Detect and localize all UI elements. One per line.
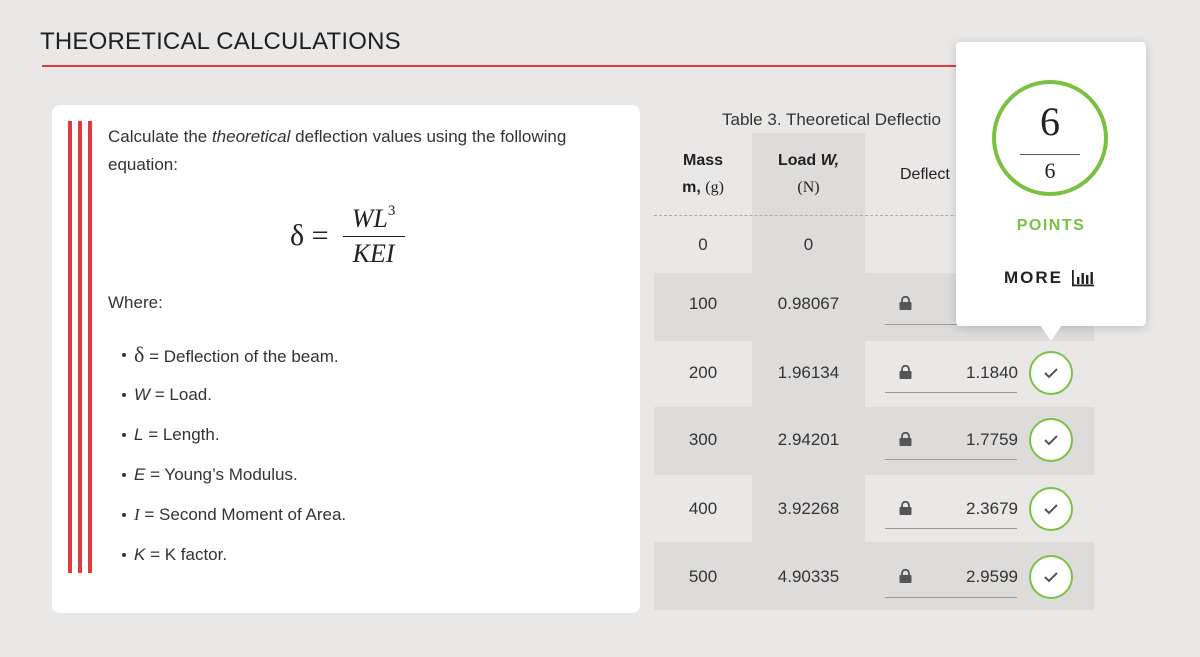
- answer-underline: [885, 392, 1017, 393]
- answer-underline: [885, 597, 1017, 598]
- bar-chart-icon: [1071, 269, 1095, 287]
- definition-text: = Young’s Modulus.: [145, 465, 298, 484]
- header-load: [757, 147, 860, 201]
- cell-load: 0: [803, 235, 814, 254]
- cell-mass: 100: [688, 294, 718, 313]
- page-title: THEORETICAL CALCULATIONS: [40, 28, 401, 55]
- cell-mass: 200: [688, 363, 718, 382]
- answer-underline: [885, 528, 1017, 529]
- accent-stripe: [68, 121, 72, 573]
- bullet-dot: [122, 473, 126, 477]
- lock-icon: [899, 296, 912, 310]
- definition-item: [134, 543, 346, 583]
- definition-text: = Length.: [143, 425, 220, 444]
- bullet-dot: [122, 513, 126, 517]
- accent-stripes: [68, 121, 94, 573]
- deflection-answer[interactable]: 1.7759: [966, 430, 1018, 449]
- numerator-exponent: 3: [387, 202, 396, 219]
- definition-text: = Load.: [150, 385, 212, 404]
- definition-item: [134, 423, 346, 463]
- definition-item: [134, 383, 346, 423]
- instruction-text: [108, 123, 618, 179]
- points-label: POINTS: [1016, 217, 1086, 234]
- more-label: MORE: [1004, 268, 1063, 287]
- lock-icon: [899, 569, 912, 583]
- deflection-equation: [290, 201, 405, 271]
- cell-mass: 400: [688, 499, 718, 518]
- score-fraction-bar: [1020, 154, 1080, 155]
- bullet-dot: [122, 433, 126, 437]
- definition-symbol: W: [134, 385, 151, 404]
- accent-stripe: [78, 121, 82, 573]
- answer-underline: [885, 459, 1017, 460]
- deflection-answer[interactable]: 2.9599: [966, 567, 1018, 586]
- correct-check-icon: [1029, 418, 1073, 462]
- score-total: 6: [1044, 158, 1056, 183]
- intro-text: Calculate the: [108, 127, 212, 146]
- header-mass-unit: (g): [705, 179, 724, 196]
- equation-fraction: [343, 203, 405, 270]
- cell-mass: 300: [688, 430, 718, 449]
- cell-load: 0.98067: [777, 294, 840, 313]
- definition-text: = K factor.: [145, 545, 228, 564]
- popover-pointer: [1040, 325, 1062, 341]
- definition-symbol: L: [134, 425, 144, 444]
- bullet-dot: [122, 393, 126, 397]
- equation-lhs: δ =: [290, 219, 329, 252]
- definition-symbol: E: [134, 465, 146, 484]
- correct-check-icon: [1029, 351, 1073, 395]
- score-popover: [956, 42, 1146, 326]
- header-load-unit: (N): [797, 179, 820, 196]
- deflection-answer[interactable]: 1.1840: [966, 363, 1018, 382]
- definition-item: [134, 343, 346, 383]
- more-button[interactable]: [1004, 268, 1095, 288]
- bullet-dot: [122, 353, 126, 357]
- intro-emphasis: theoretical: [211, 127, 291, 146]
- cell-mass: 500: [688, 567, 718, 586]
- equation-numerator: [350, 203, 398, 236]
- table-caption: Table 3. Theoretical Deflectio: [722, 110, 941, 129]
- header-deflection: Deflect: [900, 166, 950, 183]
- definitions-list: [134, 343, 346, 583]
- correct-check-icon: [1029, 487, 1073, 531]
- cell-load: 4.90335: [777, 567, 840, 586]
- score-earned: 6: [1040, 99, 1060, 144]
- definition-text: = Deflection of the beam.: [144, 347, 339, 366]
- score-ring: [992, 80, 1108, 196]
- lock-icon: [899, 365, 912, 379]
- accent-stripe: [88, 121, 92, 573]
- where-label: Where:: [108, 293, 163, 312]
- definition-item: [134, 503, 346, 543]
- definition-text: = Second Moment of Area.: [139, 505, 347, 524]
- numerator-text: WL: [351, 203, 388, 233]
- cell-mass: 0: [698, 235, 708, 254]
- header-load-symbol: W,: [820, 152, 840, 169]
- cell-load: 2.94201: [777, 430, 840, 449]
- header-mass: [660, 147, 746, 201]
- lock-icon: [899, 501, 912, 515]
- lock-icon: [899, 432, 912, 446]
- cell-load: 3.92268: [777, 499, 840, 518]
- intro-text-end: deflection values using the following equation:: [108, 127, 567, 174]
- definition-item: [134, 463, 346, 503]
- definition-symbol: K: [134, 545, 146, 564]
- instruction-card: [52, 105, 640, 613]
- header-mass-line1: Mass: [682, 152, 724, 169]
- correct-check-icon: [1029, 555, 1073, 599]
- cell-load: 1.96134: [777, 363, 840, 382]
- deflection-answer[interactable]: 2.3679: [966, 499, 1018, 518]
- bullet-dot: [122, 553, 126, 557]
- equation-denominator: KEI: [352, 239, 395, 269]
- definition-symbol: I: [134, 505, 140, 524]
- header-mass-symbol: m,: [682, 179, 706, 196]
- header-load-line1: Load: [777, 152, 821, 169]
- definition-symbol: δ: [134, 342, 145, 367]
